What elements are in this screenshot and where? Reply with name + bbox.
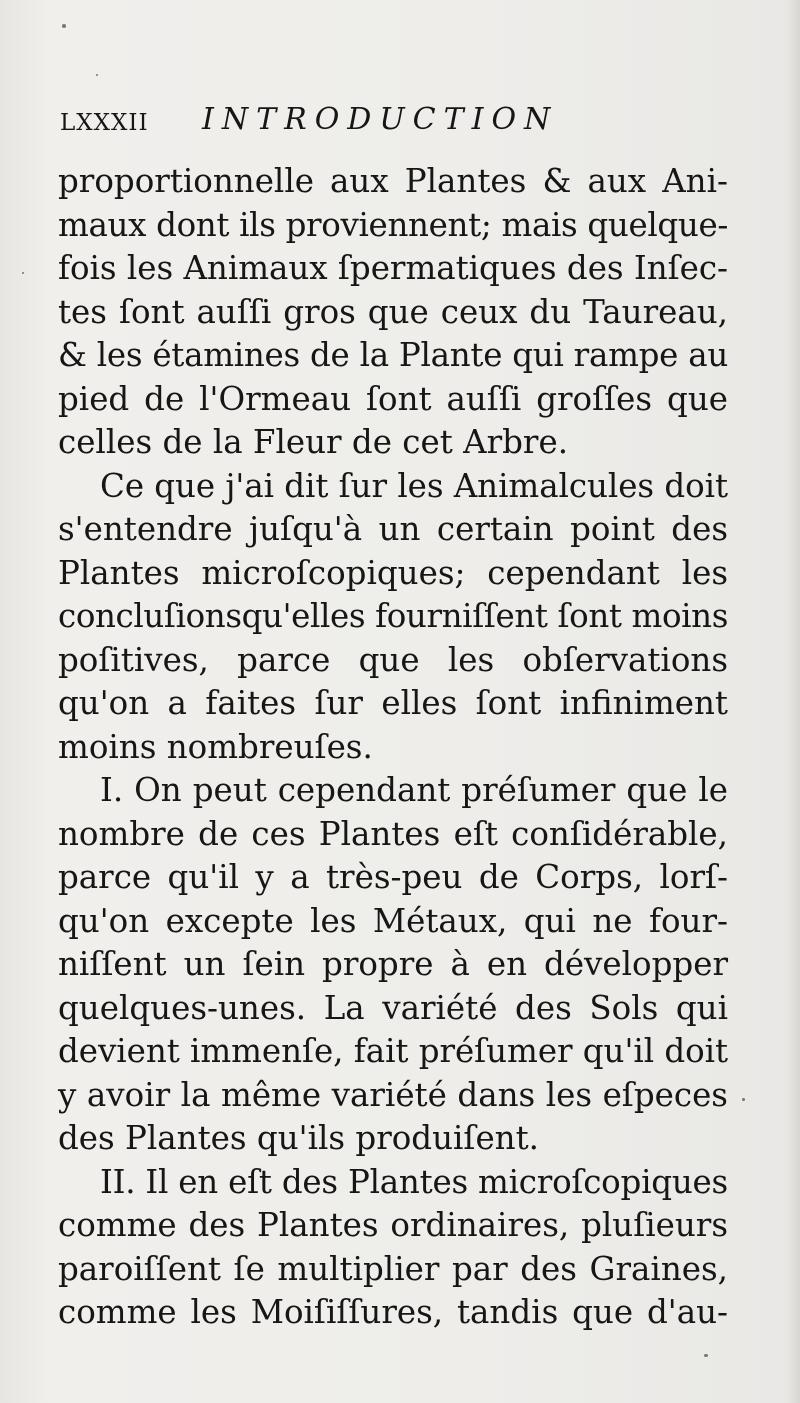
- page-header: [60, 102, 620, 146]
- text-line: maux dont ils proviennent; mais quelque-: [58, 205, 728, 244]
- text-line: nombre de ces Plantes eſt conſidérable,: [58, 814, 728, 853]
- text-line: qu'on a faites ſur elles ſont infiniment: [58, 684, 728, 722]
- paragraph-start: I. On peut cependant préſumer que le: [100, 771, 728, 809]
- text-line: proportionnelle aux Plantes & aux Ani-: [58, 162, 728, 200]
- paper-speck: [62, 24, 66, 28]
- text-line: parce qu'il y a très-peu de Corps, lorſ-: [58, 858, 728, 896]
- text-line: pied de l'Ormeau ſont auſſi groſſes que: [58, 379, 728, 418]
- paragraph-start: II. Il en eſt des Plantes microſcopiques: [100, 1162, 728, 1201]
- paper-speck: [704, 1354, 708, 1357]
- paper-speck: [96, 74, 98, 76]
- text-line: Plantes microſcopiques; cependant les: [58, 553, 728, 592]
- text-line: qu'on excepte les Métaux, qui ne four-: [58, 901, 728, 940]
- text-line: devient immenſe, fait préſumer qu'il doit: [58, 1032, 728, 1070]
- text-line: & les étamines de la Plante qui rampe au: [58, 336, 728, 374]
- body-text: [58, 160, 728, 1335]
- paper-speck: [22, 272, 24, 274]
- text-line: comme des Plantes ordinaires, pluſieurs: [58, 1206, 728, 1244]
- paper-speck: [742, 1098, 745, 1101]
- text-line: y avoir la même variété dans les eſpeces: [58, 1075, 728, 1114]
- binding-shadow: [786, 0, 800, 1403]
- running-head: INTRODUCTION: [202, 102, 559, 137]
- paragraph-start: Ce que j'ai dit ſur les Animalcules doit: [100, 466, 728, 505]
- text-line: niſſent un ſein propre à en développer: [58, 945, 728, 983]
- text-line: poſitives, parce que les obſervations: [58, 640, 728, 679]
- text-line: celles de la Fleur de cet Arbre.: [58, 423, 569, 461]
- text-line: des Plantes qu'ils produiſent.: [58, 1119, 540, 1157]
- text-line: concluſionsqu'elles fourniſſent ſont moins: [58, 597, 728, 635]
- text-line: quelques-unes. La variété des Sols qui: [58, 988, 728, 1027]
- text-line: comme les Moiſiſſures, tandis que d'au-: [58, 1293, 728, 1331]
- text-line: s'entendre juſqu'à un certain point des: [58, 510, 728, 548]
- text-line: paroiſſent ſe multiplier par des Graines,: [58, 1249, 728, 1288]
- text-line: tes ſont auſſi gros que ceux du Taureau,: [58, 292, 728, 331]
- text-line: fois les Animaux ſpermatiques des Inſec-: [58, 249, 728, 287]
- text-line: moins nombreuſes.: [58, 727, 373, 766]
- page-number: LXXXII: [60, 110, 149, 136]
